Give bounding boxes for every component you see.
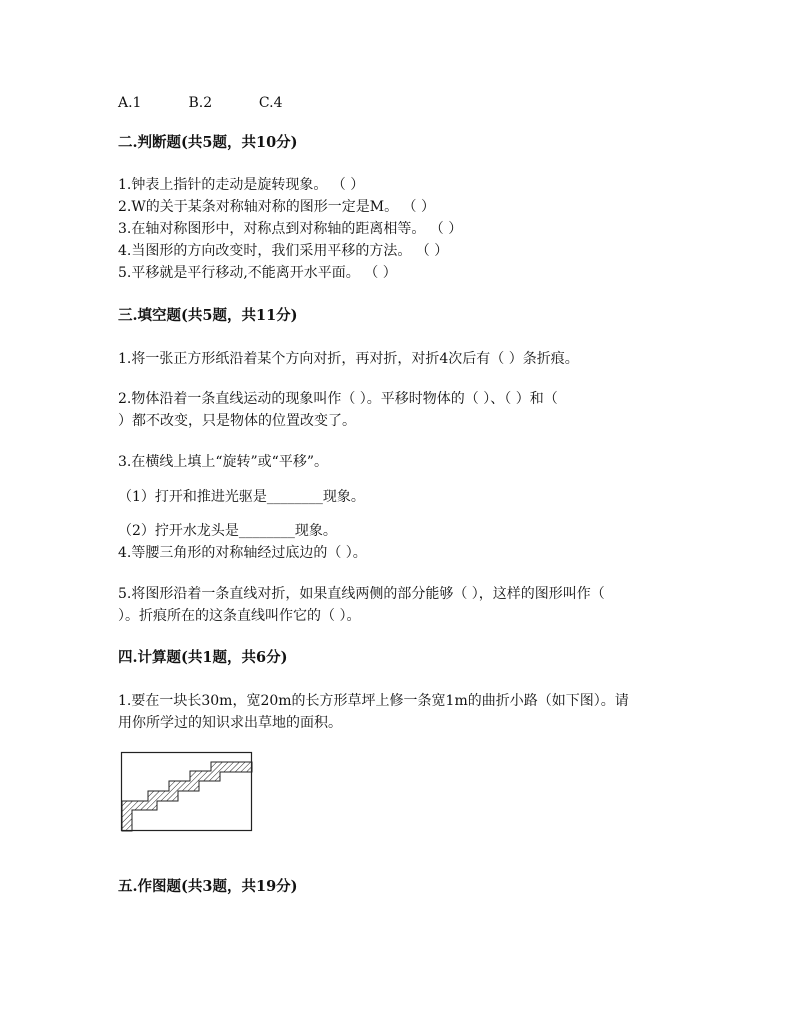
fill-item-1: 1.将一张正方形纸沿着某个方向对折，再对折，对折4次后有（ ）条折痕。 xyxy=(118,351,579,367)
judge-item-4: 4.当图形的方向改变时，我们采用平移的方法。 （ ） xyxy=(118,243,449,259)
section-3-heading: 三.填空题(共5题，共11分) xyxy=(118,307,298,324)
calc-item-1-line-1: 1.要在一块长30m，宽20m的长方形草坪上修一条宽1m的曲折小路（如下图）。请 xyxy=(118,693,629,709)
fill-item-3: 3.在横线上填上“旋转”或“平移”。 xyxy=(118,454,328,470)
fill-item-3-a: （1）打开和推进光驱是________现象。 xyxy=(118,489,365,505)
judge-item-1: 1.钟表上指针的走动是旋转现象。 （ ） xyxy=(118,177,365,193)
judge-item-5: 5.平移就是平行移动,不能离开水平面。 （ ） xyxy=(118,265,397,281)
calc-item-1-line-2: 用你所学过的知识求出草地的面积。 xyxy=(118,715,342,731)
section-5-heading: 五.作图题(共3题，共19分) xyxy=(118,878,298,895)
option-a: A.1 xyxy=(118,95,142,111)
fill-item-5-line-1: 5.将图形沿着一条直线对折，如果直线两侧的部分能够（ ），这样的图形叫作（ xyxy=(118,586,605,602)
section-2-heading: 二.判断题(共5题，共10分) xyxy=(118,134,298,151)
fill-item-2-line-2: ）都不改变，只是物体的位置改变了。 xyxy=(118,413,356,429)
option-c: C.4 xyxy=(258,95,283,111)
lawn-path-figure xyxy=(120,751,254,833)
section-4-heading: 四.计算题(共1题，共6分) xyxy=(118,649,288,666)
judge-item-2: 2.W的关于某条对称轴对称的图形一定是M。 （ ） xyxy=(118,199,435,215)
fill-item-4: 4.等腰三角形的对称轴经过底边的（ ）。 xyxy=(118,545,367,561)
fill-item-2-line-1: 2.物体沿着一条直线运动的现象叫作（ ）。平移时物体的（ ）、（ ）和（ xyxy=(118,391,558,407)
answer-options xyxy=(118,94,282,112)
fill-item-5-line-2: ）。折痕所在的这条直线叫作它的（ ）。 xyxy=(118,608,361,624)
fill-item-3-b: （2）拧开水龙头是________现象。 xyxy=(118,523,337,539)
judge-item-3: 3.在轴对称图形中，对称点到对称轴的距离相等。 （ ） xyxy=(118,221,463,237)
option-b: B.2 xyxy=(188,95,213,111)
